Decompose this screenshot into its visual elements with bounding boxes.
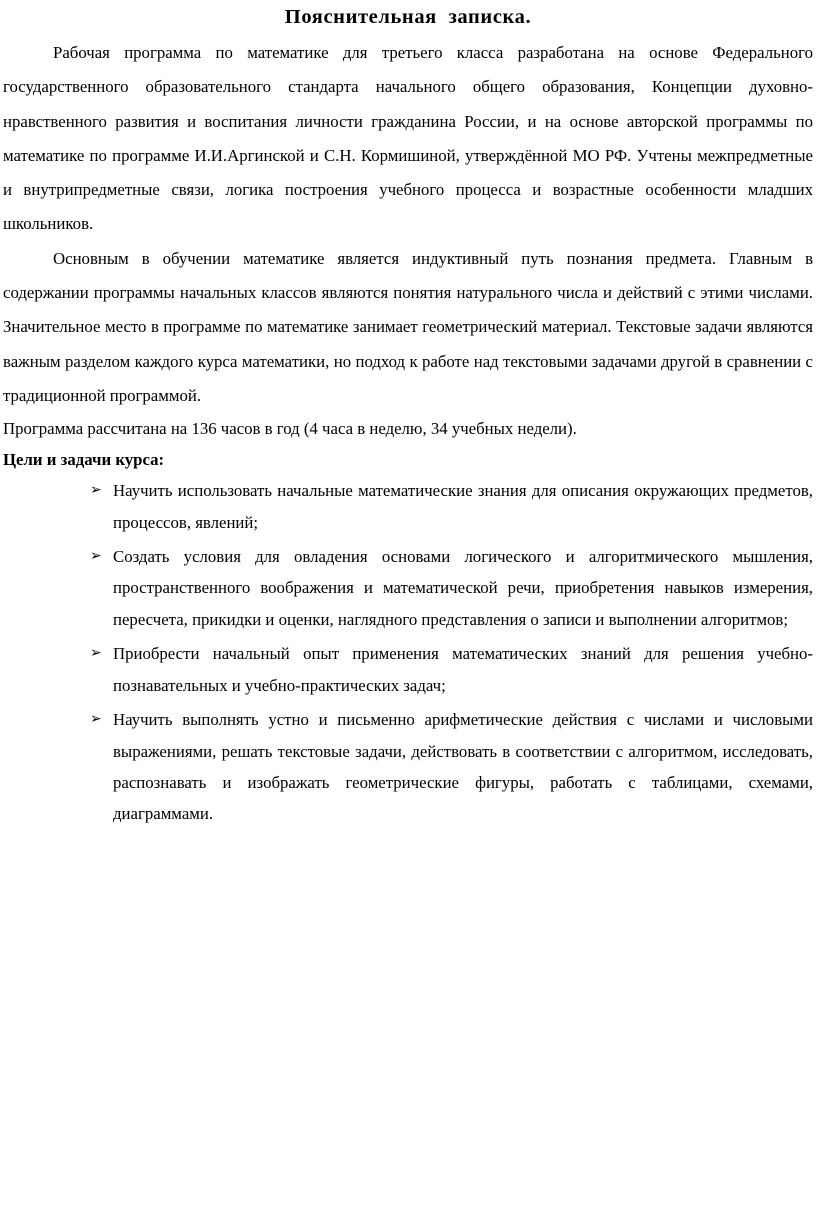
arrow-bullet-icon: ➢ [90, 482, 102, 499]
intro-paragraph: Рабочая программа по математике для третьего класса разработана на основе Федерального государственного образовательного стандарта начального общего образования, Концепции духовно-нравственного развития и воспитания личности гражданина России, и на основе авторской программы по математике по программе И.И.Аргинской и С.Н. Кормишиной, утверждённой МО РФ. Учтены межпредметные и внутрипредметные связи, логика построения учебного процесса и возрастные особенности младших школьников. [3, 43, 813, 234]
document-title: Пояснительная записка. [284, 6, 532, 28]
list-item [3, 475, 813, 538]
arrow-bullet-icon: ➢ [90, 711, 102, 728]
list-item [3, 541, 813, 635]
arrow-bullet-icon: ➢ [90, 548, 102, 565]
goal-text: Создать условия для овладения основами логического и алгоритмического мышления, пространственного воображения и математической речи, приобретения навыков измерения, пересчета, прикидки и оценки, наглядного представления о записи и выполнении алгоритмов; [113, 547, 813, 629]
goal-text: Научить выполнять устно и письменно арифметические действия с числами и числовыми выражениями, решать текстовые задачи, действовать в соответствии с алгоритмом, исследовать, распознавать и изображать геометрические фигуры, работать с таблицами, схемами, диаграммами. [113, 710, 813, 824]
goal-text: Приобрести начальный опыт применения математических знаний для решения учебно-познавательных и учебно-практических задач; [113, 644, 813, 695]
goals-list [3, 475, 813, 829]
goal-text: Научить использовать начальные математические знания для описания окружающих предметов, процессов, явлений; [113, 481, 813, 532]
method-paragraph: Основным в обучении математике является индуктивный путь познания предмета. Главным в содержании программы начальных классов являются понятия натурального числа и действий с этими числами. Значительное место в программе по математике занимает геометрический материал. Текстовые задачи являются важным разделом каждого курса математики, но подход к работе над текстовыми задачами другой в сравнении с традиционной программой. [3, 248, 813, 405]
list-item [3, 704, 813, 830]
hours-note: Программа рассчитана на 136 часов в год (4 часа в неделю, 34 учебных недели). [3, 419, 577, 439]
goals-heading: Цели и задачи курса: [3, 450, 165, 470]
arrow-bullet-icon: ➢ [90, 645, 102, 662]
list-item [3, 638, 813, 701]
